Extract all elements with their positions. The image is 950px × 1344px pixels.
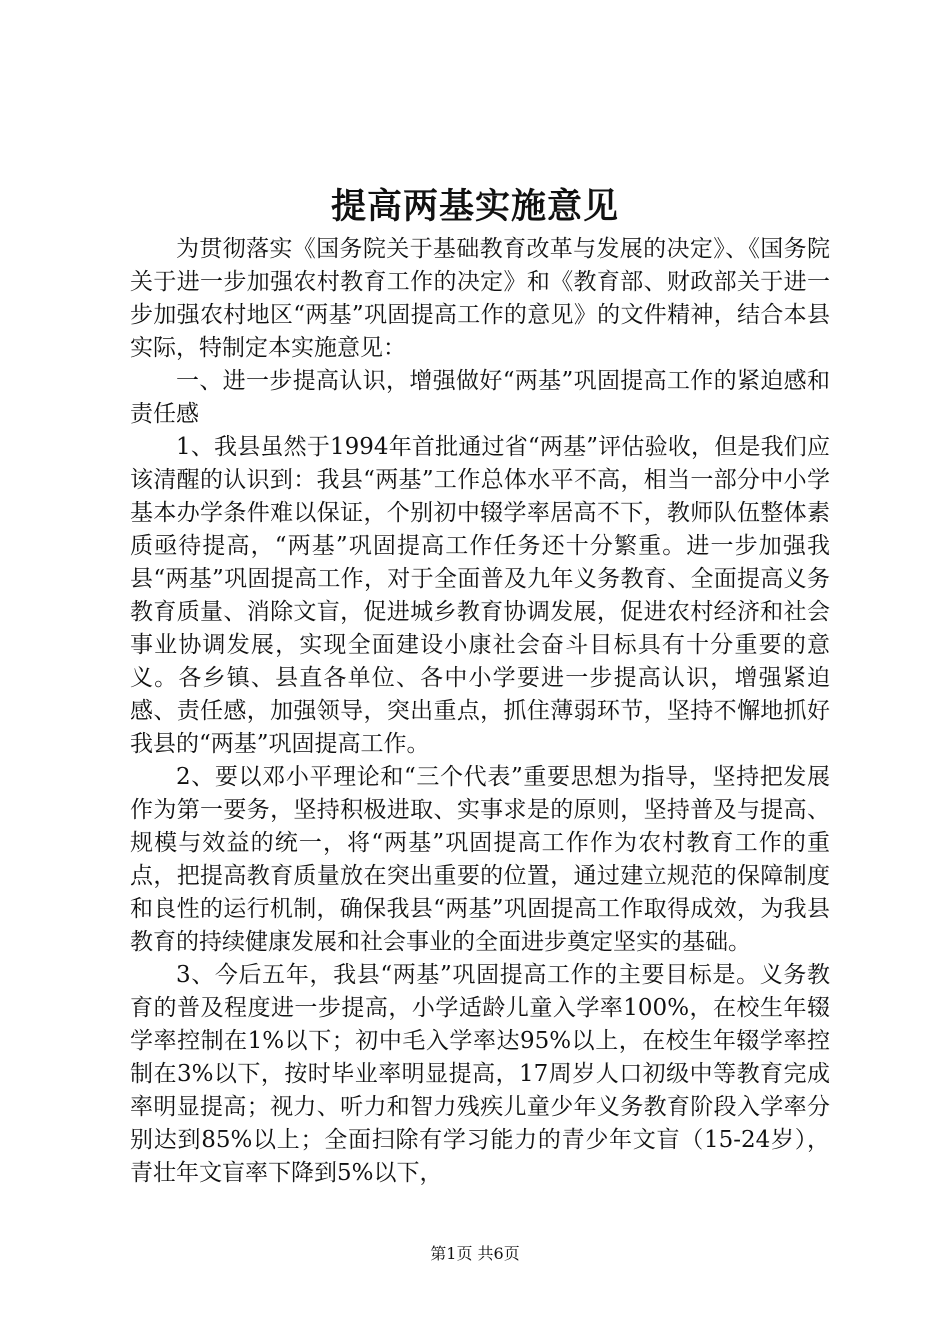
document-title: 提高两基实施意见	[330, 186, 619, 227]
paragraph-item-2: 2、要以邓小平理论和“三个代表”重要思想为指导，坚持把发展作为第一要务，坚持积极进取、实事求是的原则，坚持普及与提高、规模与效益的统一，将“两基”巩固提高工作作为农村教育工作的重点，把提高教育质量放在突出重要的位置，通过建立规范的保障制度和良性的运行机制，确保我县“两基”巩固提高工作取得成效，为我县教育的持续健康发展和社会事业的全面进步奠定坚实的基础。	[130, 764, 830, 955]
paragraph-section-heading: 一、进一步提高认识，增强做好“两基”巩固提高工作的紧迫感和责任感	[130, 368, 830, 427]
paragraph-intro: 为贯彻落实《国务院关于基础教育改革与发展的决定》、《国务院关于进一步加强农村教育工作的决定》和《教育部、财政部关于进一步加强农村地区“两基”巩固提高工作的意见》的文件精神，结合本县实际，特制定本实施意见：	[130, 236, 830, 361]
document-body	[130, 233, 830, 1190]
page-number-footer: 第1页 共6页	[430, 1244, 520, 1263]
paragraph-item-1: 1、我县虽然于1994年首批通过省“两基”评估验收，但是我们应该清醒的认识到：我县“两基”工作总体水平不高，相当一部分中小学基本办学条件难以保证，个别初中辍学率居高不下，教师队伍整体素质亟待提高，“两基”巩固提高工作任务还十分繁重。进一步加强我县“两基”巩固提高工作，对于全面普及九年义务教育、全面提高义务教育质量、消除文盲，促进城乡教育协调发展，促进农村经济和社会事业协调发展，实现全面建设小康社会奋斗目标具有十分重要的意义。各乡镇、县直各单位、各中小学要进一步提高认识，增强紧迫感、责任感，加强领导，突出重点，抓住薄弱环节，坚持不懈地抓好我县的“两基”巩固提高工作。	[130, 434, 830, 757]
paragraph-item-3: 3、今后五年，我县“两基”巩固提高工作的主要目标是。义务教育的普及程度进一步提高，小学适龄儿童入学率100%，在校生年辍学率控制在1%以下；初中毛入学率达95%以上，在校生年辍学率控制在3%以下，按时毕业率明显提高，17周岁人口初级中等教育完成率明显提高；视力、听力和智力残疾儿童少年义务教育阶段入学率分别达到85%以上；全面扫除有学习能力的青少年文盲（15-24岁），青壮年文盲率下降到5%以下，	[130, 962, 830, 1186]
